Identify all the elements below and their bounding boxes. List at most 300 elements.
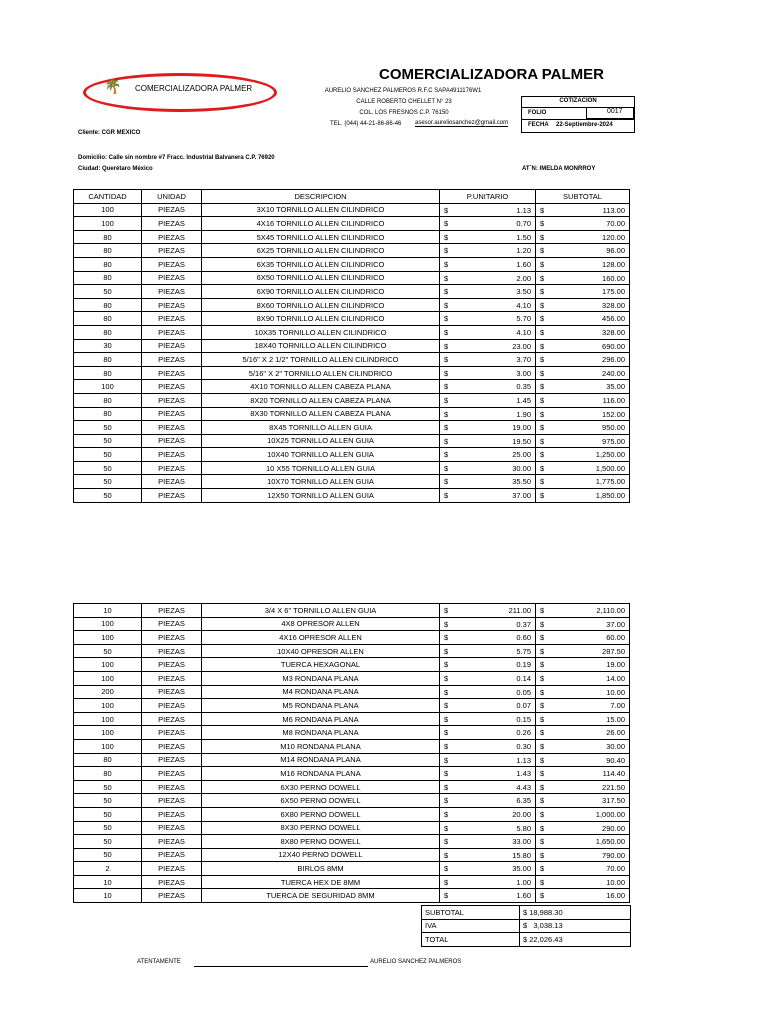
amount: 70.00 [606,219,625,229]
currency-symbol: $ [540,633,545,643]
client-attention: AT´N: IMELDA MONRROY [522,166,596,172]
totals-value: $ 18,988.30 [520,906,631,920]
currency-symbol: $ [444,491,449,501]
currency-symbol: $ [444,619,449,629]
cell-cantidad: 30 [74,339,142,353]
cell-descripcion: 6X30 PERNO DOWELL [202,780,440,794]
currency-symbol: $ [444,273,449,283]
currency-symbol: $ [540,436,545,446]
table-row [74,230,630,244]
cell-cantidad: 100 [74,617,142,631]
amount: 290.00 [602,823,625,833]
header-line-address: CALLE ROBERTO CHELLET N° 23 [356,99,452,105]
currency-symbol: $ [540,728,545,738]
currency-symbol: $ [444,409,449,419]
col-header-subtotal: SUBTOTAL [536,190,630,204]
cell-subtotal [536,753,630,767]
currency-symbol: $ [540,660,545,670]
cell-descripcion: 4X16 OPRESOR ALLEN [202,631,440,645]
currency-symbol: $ [444,423,449,433]
cell-subtotal [536,875,630,889]
cell-unidad: PIEZAS [142,203,202,217]
currency-symbol: $ [444,633,449,643]
amount: 328.00 [602,327,625,337]
table-row [74,739,630,753]
table-row [74,475,630,489]
amount: 113.00 [602,205,625,215]
currency-symbol: $ [444,219,449,229]
currency-symbol: $ [540,809,545,819]
cell-descripcion: 8X20 TORNILLO ALLEN CABEZA PLANA [202,393,440,407]
cell-descripcion: TUERCA HEXAGONAL [202,658,440,672]
cell-cantidad: 100 [74,712,142,726]
cell-cantidad: 50 [74,461,142,475]
cell-cantidad: 10 [74,889,142,903]
cell-cantidad: 100 [74,671,142,685]
folio-label: FOLIO [528,110,547,116]
cell-punitario [440,244,536,258]
currency-symbol: $ [540,837,545,847]
cell-cantidad: 80 [74,366,142,380]
amount: 4.43 [516,782,531,792]
cell-punitario [440,407,536,421]
cell-punitario [440,312,536,326]
cell-descripcion: 6X35 TORNILLO ALLEN CILINDRICO [202,257,440,271]
cell-punitario [440,257,536,271]
cell-unidad: PIEZAS [142,353,202,367]
cell-unidad: PIEZAS [142,407,202,421]
currency-symbol: $ [540,246,545,256]
cell-descripcion: 10 X55 TORNILLO ALLEN GUIA [202,461,440,475]
cell-punitario [440,753,536,767]
cell-punitario [440,298,536,312]
amount: 15.80 [512,850,531,860]
cell-unidad: PIEZAS [142,421,202,435]
amount: 0.60 [516,633,531,643]
totals-value: $ 22,026.43 [520,933,631,947]
cell-descripcion: 6X50 PERNO DOWELL [202,794,440,808]
amount: 1,250.00 [595,450,625,460]
amount: 37.00 [512,491,531,501]
cell-punitario [440,271,536,285]
currency-symbol: $ [540,205,545,215]
cell-punitario [440,230,536,244]
table-row [74,366,630,380]
cell-cantidad: 200 [74,685,142,699]
cell-descripcion: M8 RONDANA PLANA [202,726,440,740]
currency-symbol: $ [540,355,545,365]
cell-subtotal [536,325,630,339]
amount: 19.50 [512,436,531,446]
table-row [74,631,630,645]
amount: 128.00 [602,259,625,269]
cell-punitario [440,862,536,876]
table-row [74,617,630,631]
cell-subtotal [536,380,630,394]
cell-unidad: PIEZAS [142,753,202,767]
cell-cantidad: 100 [74,217,142,231]
amount: 26.00 [606,728,625,738]
cell-subtotal [536,489,630,503]
currency-symbol: $ [444,341,449,351]
header-line-colonia: COL. LOS FRESNOS C.P. 76150 [359,110,449,116]
currency-symbol: $ [540,314,545,324]
client-address: Domicilio: Calle sin nombre #7 Fracc. Industrial Balvanera C.P. 76920 [78,155,275,161]
cell-subtotal [536,271,630,285]
amount: 120.00 [602,232,625,242]
currency-symbol: $ [540,463,545,473]
cell-cantidad: 100 [74,739,142,753]
currency-symbol: $ [444,850,449,860]
currency-symbol: $ [540,864,545,874]
currency-symbol: $ [540,619,545,629]
totals-row-total [422,933,631,947]
table-row [74,821,630,835]
cell-cantidad: 50 [74,448,142,462]
currency-symbol: $ [444,864,449,874]
cell-punitario [440,821,536,835]
header-email[interactable]: asesor.aureliosanchez@gmail.com [415,120,509,126]
amount: 35.00 [606,382,625,392]
amount: 90.40 [606,755,625,765]
company-title: COMERCIALIZADORA PALMER [379,66,604,83]
quote-title: COTIZACION [522,98,634,108]
cell-punitario [440,285,536,299]
currency-symbol: $ [444,355,449,365]
items-table-bottom [73,603,630,903]
cell-punitario [440,712,536,726]
amount: 96.00 [606,246,625,256]
table-row [74,325,630,339]
amount: 15.00 [606,714,625,724]
amount: 287.50 [602,646,625,656]
signature-line [194,966,368,967]
currency-symbol: $ [444,477,449,487]
currency-symbol: $ [540,300,545,310]
table-row [74,353,630,367]
amount: 1,775.00 [595,477,625,487]
cell-descripcion: 5/16" X 2" TORNILLO ALLEN CILINDRICO [202,366,440,380]
cell-unidad: PIEZAS [142,794,202,808]
amount: 0.15 [516,714,531,724]
cell-subtotal [536,767,630,781]
table-row [74,393,630,407]
amount: 950.00 [602,423,625,433]
cell-subtotal [536,285,630,299]
amount: 175.00 [602,287,625,297]
cell-descripcion: 10X35 TORNILLO ALLEN CILINDRICO [202,325,440,339]
cell-descripcion: 3/4 X 6" TORNILLO ALLEN GUIA [202,604,440,618]
cell-punitario [440,448,536,462]
cell-cantidad: 80 [74,271,142,285]
totals-row-iva [422,919,631,933]
table-row [74,380,630,394]
currency-symbol: $ [540,477,545,487]
cell-subtotal [536,739,630,753]
table-row [74,794,630,808]
cell-unidad: PIEZAS [142,244,202,258]
cell-cantidad: 50 [74,421,142,435]
cell-cantidad: 10 [74,875,142,889]
cell-punitario [440,489,536,503]
table-row [74,434,630,448]
cell-unidad: PIEZAS [142,712,202,726]
cell-descripcion: TUERCA DE SEGURIDAD 8MM [202,889,440,903]
cell-descripcion: 18X40 TORNILLO ALLEN CILINDRICO [202,339,440,353]
cell-unidad: PIEZAS [142,217,202,231]
table-row [74,244,630,258]
table-row [74,285,630,299]
currency-symbol: $ [540,219,545,229]
cell-subtotal [536,862,630,876]
cell-punitario [440,393,536,407]
header-phone: TEL. (044) 44-21-86-86-46 [330,121,402,127]
currency-symbol: $ [444,327,449,337]
header-line-rfc: AURELIO SANCHEZ PALMEROS R.F.C SAPA4911176W1 [324,88,482,94]
cell-descripcion: 8X90 TORNILLO ALLEN CILINDRICO [202,312,440,326]
cell-punitario [440,631,536,645]
cell-punitario [440,366,536,380]
currency-symbol: $ [540,714,545,724]
cell-subtotal [536,353,630,367]
totals-value: $ 3,038.13 [520,919,631,933]
amount: 0.35 [516,382,531,392]
amount: 1.90 [516,409,531,419]
amount: 10.00 [606,687,625,697]
cell-subtotal [536,203,630,217]
cell-cantidad: 80 [74,312,142,326]
cell-punitario [440,875,536,889]
cell-cantidad: 50 [74,780,142,794]
cell-descripcion: 6X25 TORNILLO ALLEN CILINDRICO [202,244,440,258]
cell-cantidad: 80 [74,393,142,407]
cell-cantidad: 80 [74,353,142,367]
currency-symbol: $ [444,891,449,901]
amount: 1.13 [516,205,531,215]
items-table-top [73,189,630,503]
amount: 1.20 [516,246,531,256]
amount: 7.00 [610,701,625,711]
cell-unidad: PIEZAS [142,339,202,353]
currency-symbol: $ [444,673,449,683]
cell-unidad: PIEZAS [142,285,202,299]
cell-subtotal [536,780,630,794]
cell-cantidad: 80 [74,407,142,421]
cell-cantidad: 50 [74,848,142,862]
cell-unidad: PIEZAS [142,604,202,618]
cell-punitario [440,380,536,394]
cell-unidad: PIEZAS [142,271,202,285]
cell-descripcion: M16 RONDANA PLANA [202,767,440,781]
currency-symbol: $ [540,606,545,615]
cell-cantidad: 50 [74,821,142,835]
currency-symbol: $ [540,368,545,378]
amount: 211.00 [508,606,531,615]
amount: 19.00 [606,660,625,670]
cell-unidad: PIEZAS [142,325,202,339]
amount: 975.00 [602,436,625,446]
amount: 3.70 [516,355,531,365]
amount: 35.50 [512,477,531,487]
cell-unidad: PIEZAS [142,380,202,394]
cell-descripcion: BIRLOS 8MM [202,862,440,876]
currency-symbol: $ [444,246,449,256]
currency-symbol: $ [540,259,545,269]
cell-subtotal [536,848,630,862]
amount: 0.05 [516,687,531,697]
cell-descripcion: 3X10 TORNILLO ALLEN CILINDRICO [202,203,440,217]
client-name: Cliente: CGR MEXICO [78,130,141,136]
currency-symbol: $ [444,450,449,460]
currency-symbol: $ [444,782,449,792]
amount: 0.70 [516,219,531,229]
cell-cantidad: 50 [74,835,142,849]
cell-descripcion: 4X8 OPRESOR ALLEN [202,617,440,631]
currency-symbol: $ [540,646,545,656]
amount: 19.00 [512,423,531,433]
table-row [74,271,630,285]
amount: 0.37 [516,619,531,629]
cell-cantidad: 100 [74,203,142,217]
table-row [74,699,630,713]
cell-descripcion: 8X60 TORNILLO ALLEN CILINDRICO [202,298,440,312]
table-row [74,461,630,475]
cell-descripcion: M10 RONDANA PLANA [202,739,440,753]
amount: 2,110.00 [596,606,625,615]
cell-subtotal [536,712,630,726]
cell-unidad: PIEZAS [142,848,202,862]
cell-punitario [440,807,536,821]
amount: 1.50 [516,232,531,242]
cell-descripcion: 6X80 PERNO DOWELL [202,807,440,821]
cell-descripcion: 8X45 TORNILLO ALLEN GUIA [202,421,440,435]
col-header-unidad: UNIDAD [142,190,202,204]
amount: 3.50 [516,287,531,297]
table-row [74,257,630,271]
table-row [74,685,630,699]
currency-symbol: $ [540,796,545,806]
currency-symbol: $ [540,823,545,833]
table-row [74,448,630,462]
table-row [74,407,630,421]
table-row [74,875,630,889]
palm-tree-icon: 🌴 [104,78,122,94]
cell-subtotal [536,393,630,407]
cell-descripcion: 12X40 PERNO DOWELL [202,848,440,862]
amount: 1.45 [516,395,531,405]
cell-cantidad: 80 [74,753,142,767]
cell-subtotal [536,604,630,618]
currency-symbol: $ [540,877,545,887]
cell-cantidad: 10 [74,604,142,618]
cell-unidad: PIEZAS [142,699,202,713]
cell-punitario [440,699,536,713]
cell-unidad: PIEZAS [142,889,202,903]
cell-punitario [440,434,536,448]
amount: 5.75 [516,646,531,656]
cell-cantidad: 50 [74,794,142,808]
currency-symbol: $ [540,409,545,419]
amount: 70.00 [606,864,625,874]
cell-cantidad: 50 [74,644,142,658]
cell-subtotal [536,244,630,258]
currency-symbol: $ [444,877,449,887]
amount: 328.00 [602,300,625,310]
amount: 33.00 [512,837,531,847]
amount: 152.00 [602,409,625,419]
cell-unidad: PIEZAS [142,875,202,889]
amount: 690.00 [602,341,625,351]
currency-symbol: $ [444,287,449,297]
cell-descripcion: 4X10 TORNILLO ALLEN CABEZA PLANA [202,380,440,394]
totals-row-subtotal [422,906,631,920]
cell-descripcion: 10X70 TORNILLO ALLEN GUIA [202,475,440,489]
currency-symbol: $ [444,232,449,242]
amount: 1.13 [516,755,531,765]
currency-symbol: $ [540,341,545,351]
currency-symbol: $ [444,728,449,738]
cell-subtotal [536,257,630,271]
cell-unidad: PIEZAS [142,726,202,740]
cell-punitario [440,475,536,489]
currency-symbol: $ [540,287,545,297]
currency-symbol: $ [444,701,449,711]
table-row [74,644,630,658]
cell-unidad: PIEZAS [142,434,202,448]
cell-punitario [440,848,536,862]
logo-text: COMERCIALIZADORA PALMER [135,84,253,93]
amount: 6.35 [516,796,531,806]
amount: 1,500.00 [595,463,625,473]
totals-table [421,905,631,947]
table-row [74,712,630,726]
col-header-descripcion: DESCRIPCION [202,190,440,204]
currency-symbol: $ [444,755,449,765]
table-row [74,671,630,685]
cell-punitario [440,889,536,903]
cell-unidad: PIEZAS [142,448,202,462]
amount: 240.00 [602,368,625,378]
currency-symbol: $ [444,823,449,833]
cell-unidad: PIEZAS [142,767,202,781]
currency-symbol: $ [540,382,545,392]
cell-punitario [440,461,536,475]
currency-symbol: $ [444,314,449,324]
cell-subtotal [536,461,630,475]
currency-symbol: $ [444,796,449,806]
cell-subtotal [536,434,630,448]
cell-subtotal [536,807,630,821]
cell-punitario [440,203,536,217]
cell-cantidad: 80 [74,767,142,781]
cell-unidad: PIEZAS [142,489,202,503]
amount: 160.00 [602,273,625,283]
cell-subtotal [536,448,630,462]
amount: 1,850.00 [595,491,625,501]
cell-descripcion: TUERCA HEX DE 8MM [202,875,440,889]
cell-cantidad: 80 [74,230,142,244]
cell-subtotal [536,644,630,658]
currency-symbol: $ [444,606,449,615]
cell-subtotal [536,298,630,312]
amount: 5.80 [516,823,531,833]
cell-descripcion: M4 RONDANA PLANA [202,685,440,699]
cell-unidad: PIEZAS [142,821,202,835]
col-header-cantidad: CANTIDAD [74,190,142,204]
cell-punitario [440,217,536,231]
amount: 1.60 [516,259,531,269]
cell-cantidad: 2 [74,862,142,876]
